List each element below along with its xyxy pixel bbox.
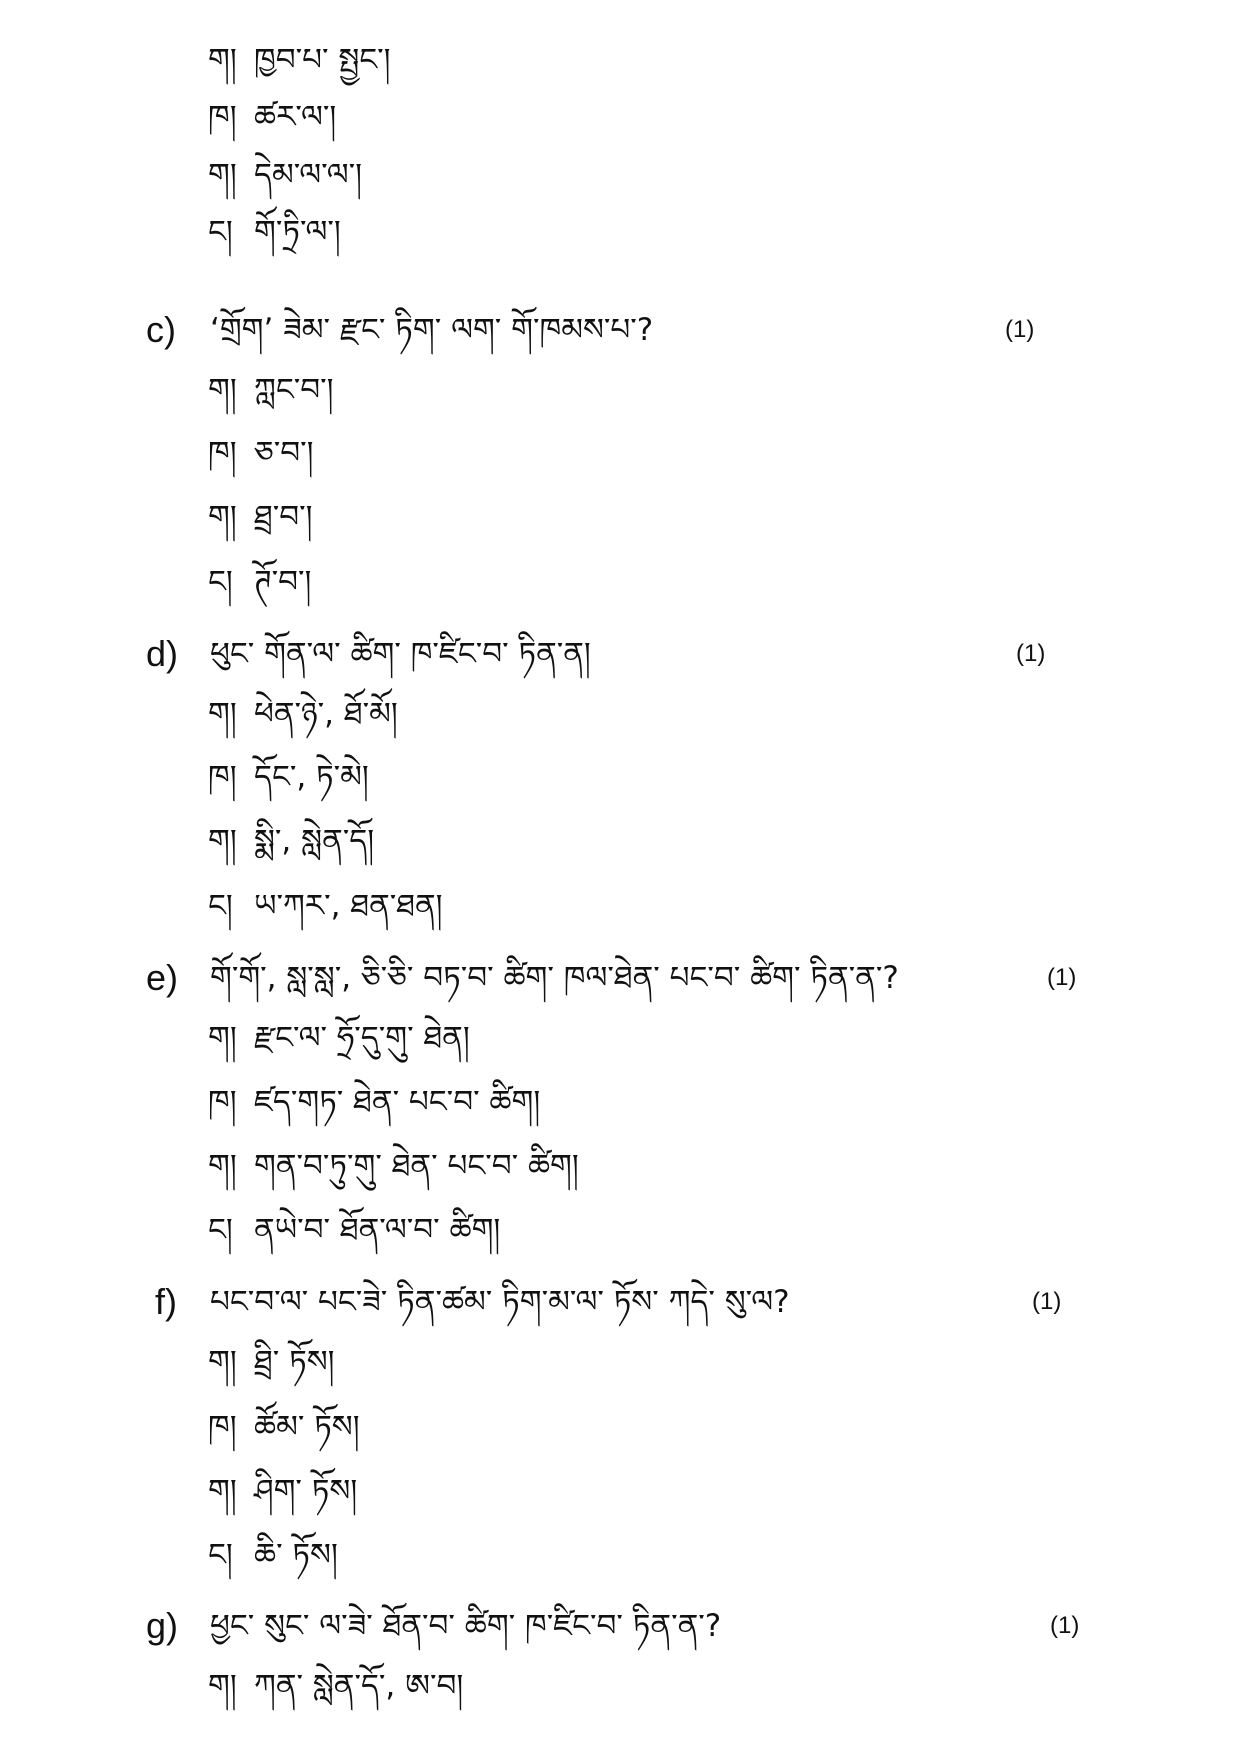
option-text: དོང་, ཏེ་མེ། <box>254 759 369 795</box>
option-kha <box>208 97 336 137</box>
option-ka <box>208 1666 463 1706</box>
option-label: ག། <box>208 1020 237 1056</box>
option-text: དེམ་ལ་ལ་། <box>254 157 363 193</box>
option-text: ཛད་གཏ་ ཐེན་ པང་བ་ ཚིག། <box>254 1084 541 1120</box>
option-label: ག། <box>208 499 237 535</box>
question-d-marks: (1) <box>1016 640 1046 667</box>
option-nga <box>208 562 311 602</box>
option-kha <box>208 433 314 473</box>
question-g-text: ཕྱང་ སུང་ ལ་ཟེ་ ཐོན་བ་ ཚིག་ ཁ་ཛིང་བ་ ཏིན་ན་? <box>210 1608 722 1644</box>
option-text: ཊོ་བ་། <box>254 564 312 600</box>
option-text: ཅ་བ་། <box>254 435 314 471</box>
option-text: གོ་ཏྲི་ལ་། <box>254 214 341 250</box>
question-c-label: c) <box>146 309 176 350</box>
option-text: ཤིག་ ཏོས། <box>254 1473 358 1509</box>
option-label: ག། <box>208 1668 237 1704</box>
option-label: ག། <box>208 1473 237 1509</box>
option-text: ཚར་ལ་། <box>254 99 337 135</box>
option-text: ཀན་ སླེན་དོ་, ཨ་བ། <box>254 1668 464 1704</box>
option-label: ག། <box>208 42 237 78</box>
option-text: རྫང་ལ་ ཧྲོ་དུ་གུ་ ཐེན། <box>254 1020 470 1056</box>
option-text: ཡ་ཀར་, ཐན་ཐན། <box>254 888 443 924</box>
question-e-marks: (1) <box>1047 964 1077 991</box>
option-kha <box>208 1082 540 1122</box>
option-label: ག། <box>208 696 237 732</box>
question-c-marks: (1) <box>1005 316 1035 343</box>
option-text: སྨི་, སླེན་དོ། <box>254 823 375 859</box>
option-nga <box>208 886 443 926</box>
option-label: ཁ། <box>208 759 237 795</box>
option-nga <box>208 1535 338 1575</box>
option-kha <box>208 1407 360 1447</box>
option-label: ཁ། <box>208 435 237 471</box>
option-ga <box>208 821 374 861</box>
option-ga <box>208 1146 579 1186</box>
option-label: ག། <box>208 1148 237 1184</box>
option-ka <box>208 694 398 734</box>
question-f-label: f) <box>155 1281 177 1322</box>
question-g-label: g) <box>146 1605 179 1646</box>
option-text: ཚོམ་ ཏོས། <box>254 1409 360 1445</box>
question-e-text: གོ་གོ་, སླ་སླ་, ཅི་ཅི་ བཏ་བ་ ཚིག་ ཁལ་ཐེན་ པང་བ་ ཚིག་ ཏིན་ན་? <box>210 960 899 996</box>
question-d-text: ཕུང་ གོན་ལ་ ཚིག་ ཁ་ཛིང་བ་ ཏིན་ན། <box>210 636 591 672</box>
option-label: ང། <box>208 1537 233 1573</box>
option-ka <box>208 40 391 80</box>
option-label: ང། <box>208 1212 233 1248</box>
option-label: ག། <box>208 1344 237 1380</box>
option-text: ཕེན་ཉེ་, ཐོ་མོ། <box>254 696 398 732</box>
option-ka <box>208 370 333 410</box>
option-label: ག། <box>208 372 237 408</box>
option-text: ཆི་ ཏོས། <box>254 1537 338 1573</box>
option-text: ཁྱབ་པ་ སྤྱང་། <box>254 42 391 78</box>
option-ga <box>208 155 362 195</box>
question-d-label: d) <box>146 633 179 674</box>
question-f-text: པང་བ་ལ་ པང་ཟེ་ ཏིན་ཚམ་ ཏིག་མ་ལ་ ཏོས་ ཀདེ་ སུ་ལ? <box>210 1284 790 1320</box>
option-ka <box>208 1342 335 1382</box>
option-ka <box>208 1018 470 1058</box>
option-text: གན་བ་ཏུ་གུ་ ཐེན་ པང་བ་ ཚིག། <box>254 1148 579 1184</box>
option-label: ཁ། <box>208 99 237 135</box>
option-label: ག། <box>208 157 237 193</box>
option-nga <box>208 212 341 252</box>
question-f-marks: (1) <box>1032 1288 1062 1315</box>
option-kha <box>208 757 369 797</box>
question-e-label: e) <box>146 957 179 998</box>
option-label: ང། <box>208 564 233 600</box>
option-ga <box>208 1471 357 1511</box>
option-text: ཐྲ་བ་། <box>254 499 313 535</box>
option-label: ཁ། <box>208 1084 237 1120</box>
option-label: ང། <box>208 214 233 250</box>
question-c-text: ‘གྲོག’ ཟེམ་ རྫང་ ཏིག་ ལག་ གོ་ཁམས་པ་? <box>210 312 654 348</box>
option-text: ནཡེ་བ་ ཐོན་ལ་བ་ ཚིག། <box>254 1212 501 1248</box>
question-g-marks: (1) <box>1050 1612 1080 1639</box>
option-nga <box>208 1210 500 1250</box>
option-text: ཐྲི་ ཏོས། <box>254 1344 335 1380</box>
option-ga <box>208 497 313 537</box>
option-label: ཁ། <box>208 1409 237 1445</box>
option-text: ཀླང་བ་། <box>254 372 334 408</box>
option-label: ང། <box>208 888 233 924</box>
option-label: ག། <box>208 823 237 859</box>
